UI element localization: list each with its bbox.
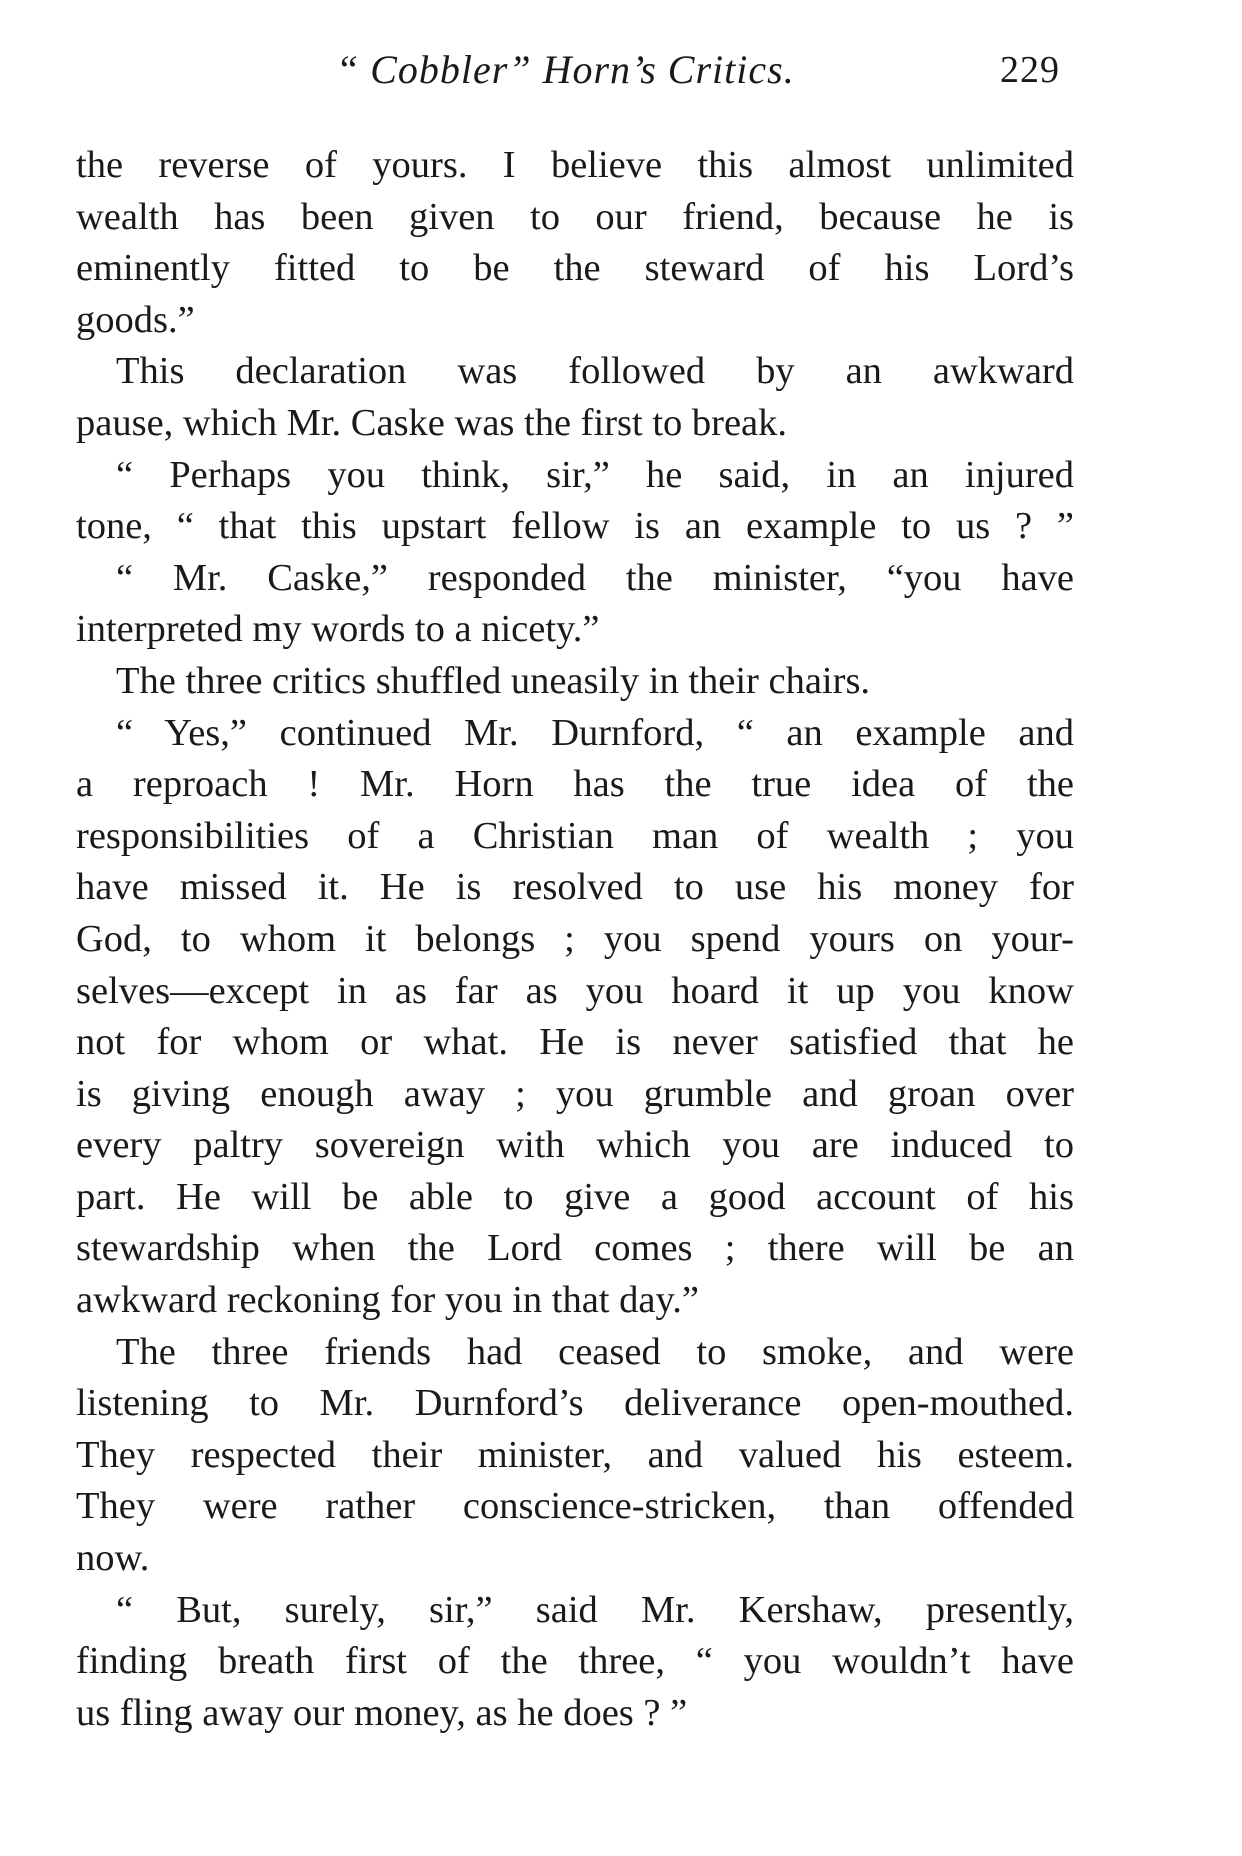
text-line: The three critics shuffled uneasily in their chairs. (116, 659, 871, 702)
text-line: pause, which Mr. Caske was the first to break. (76, 401, 788, 444)
text-line: the reverse of yours. I believe this almost unlimited (76, 144, 1074, 186)
running-title: “ Cobbler” Horn’s Critics. (336, 47, 795, 92)
body-text (76, 140, 1074, 1739)
text-line: eminently fitted to be the steward of his Lord’s (76, 247, 1074, 290)
text-line: now. (76, 1537, 150, 1580)
text-line: They were rather conscience-stricken, than offended (76, 1485, 1074, 1528)
text-line: tone, “ that this upstart fellow is an example to us ? ” (76, 505, 1074, 548)
text-line: us fling away our money, as he does ? ” (76, 1691, 688, 1734)
text-line: not for whom or what. He is never satisfied that he (76, 1021, 1074, 1064)
text-line: The three friends had ceased to smoke, and were (116, 1330, 1074, 1373)
text-line: listening to Mr. Durnford’s deliverance open-mouthed. (76, 1382, 1074, 1425)
text-line: God, to whom it belongs ; you spend yours on your- (76, 917, 1074, 960)
running-head (0, 46, 1242, 96)
text-line: finding breath first of the three, “ you wouldn’t have (76, 1640, 1074, 1683)
text-line: wealth has been given to our friend, because he is (76, 195, 1074, 238)
page-number: 229 (1000, 49, 1060, 91)
text-line: a reproach ! Mr. Horn has the true idea of the (76, 763, 1074, 806)
text-line: “ Yes,” continued Mr. Durnford, “ an example and (116, 711, 1074, 754)
text-line: “ Mr. Caske,” responded the minister, “you have (116, 556, 1074, 599)
text-line: goods.” (76, 298, 195, 341)
text-line: selves—except in as far as you hoard it up you know (76, 969, 1074, 1012)
text-line: part. He will be able to give a good account of his (76, 1175, 1074, 1218)
text-line: responsibilities of a Christian man of wealth ; you (76, 814, 1074, 857)
text-line: “ But, surely, sir,” said Mr. Kershaw, presently, (116, 1588, 1074, 1631)
text-line: have missed it. He is resolved to use his money for (76, 866, 1074, 909)
text-line: awkward reckoning for you in that day.” (76, 1279, 699, 1322)
text-line: This declaration was followed by an awkward (116, 350, 1074, 393)
text-line: every paltry sovereign with which you are induced to (76, 1124, 1074, 1167)
text-line: “ Perhaps you think, sir,” he said, in an injured (116, 453, 1074, 496)
text-line: stewardship when the Lord comes ; there will be an (76, 1227, 1074, 1270)
text-line: interpreted my words to a nicety.” (76, 608, 600, 651)
text-line: is giving enough away ; you grumble and groan over (76, 1072, 1074, 1115)
text-line: They respected their minister, and valued his esteem. (76, 1433, 1074, 1476)
